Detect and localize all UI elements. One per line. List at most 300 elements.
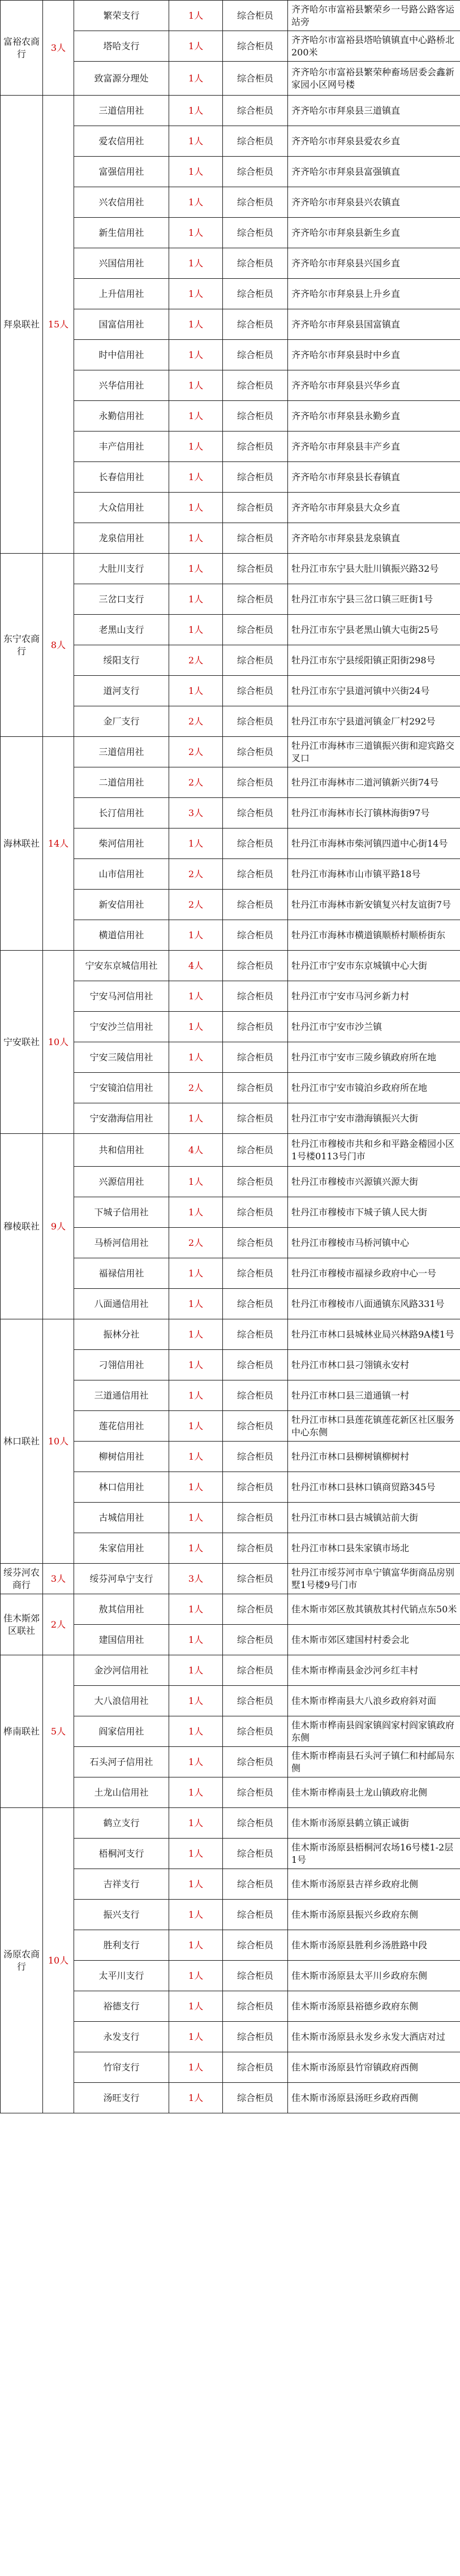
position: 综合柜员 xyxy=(223,1900,288,1930)
outlet-name: 兴国信用社 xyxy=(74,248,169,279)
outlet-name: 兴农信用社 xyxy=(74,187,169,218)
outlet-count: 1人 xyxy=(169,1380,223,1411)
outlet-name: 振林分社 xyxy=(74,1319,169,1350)
outlet-count: 1人 xyxy=(169,187,223,218)
institution-name: 宁安联社 xyxy=(1,951,43,1134)
institution-total: 9人 xyxy=(43,1134,74,1319)
outlet-name: 长春信用社 xyxy=(74,462,169,493)
position: 综合柜员 xyxy=(223,523,288,554)
position: 综合柜员 xyxy=(223,920,288,951)
outlet-name: 三道通信用社 xyxy=(74,1380,169,1411)
outlet-name: 汤旺支行 xyxy=(74,2083,169,2113)
position: 综合柜员 xyxy=(223,1533,288,1564)
position: 综合柜员 xyxy=(223,615,288,645)
address: 佳木斯市桦南县阎家镇阎家村阎家镇政府东侧 xyxy=(288,1716,460,1747)
position: 综合柜员 xyxy=(223,1655,288,1686)
position: 综合柜员 xyxy=(223,1442,288,1472)
table-body xyxy=(1,1,460,2113)
position: 综合柜员 xyxy=(223,1808,288,1839)
outlet-name: 山市信用社 xyxy=(74,859,169,890)
address: 牡丹江市林口县林口镇商贸路345号 xyxy=(288,1472,460,1503)
position: 综合柜员 xyxy=(223,96,288,126)
outlet-name: 吉祥支行 xyxy=(74,1869,169,1900)
table-row xyxy=(1,951,460,981)
address: 佳木斯市郊区敖其镇敖其村代销点东50米 xyxy=(288,1594,460,1625)
outlet-name: 老黑山支行 xyxy=(74,615,169,645)
outlet-count: 1人 xyxy=(169,829,223,859)
outlet-count: 1人 xyxy=(169,1930,223,1961)
outlet-name: 时中信用社 xyxy=(74,340,169,370)
position: 综合柜员 xyxy=(223,1625,288,1655)
institution-total: 10人 xyxy=(43,1319,74,1564)
outlet-name: 兴华信用社 xyxy=(74,370,169,401)
institution-name: 佳木斯郊区联社 xyxy=(1,1594,43,1655)
outlet-count: 1人 xyxy=(169,1503,223,1533)
outlet-name: 石头河子信用社 xyxy=(74,1747,169,1777)
position: 综合柜员 xyxy=(223,1228,288,1258)
address: 齐齐哈尔市拜泉县兴国乡直 xyxy=(288,248,460,279)
institution-total: 3人 xyxy=(43,1,74,96)
address: 齐齐哈尔市拜泉县爱农乡直 xyxy=(288,126,460,157)
position: 综合柜员 xyxy=(223,1167,288,1197)
outlet-name: 道河支行 xyxy=(74,676,169,706)
address: 齐齐哈尔市拜泉县丰产乡直 xyxy=(288,432,460,462)
address: 佳木斯市汤原县振兴乡政府东侧 xyxy=(288,1900,460,1930)
position: 综合柜员 xyxy=(223,706,288,737)
address: 齐齐哈尔市拜泉县三道镇直 xyxy=(288,96,460,126)
address: 齐齐哈尔市拜泉县永勤乡直 xyxy=(288,401,460,432)
address: 牡丹江市林口县古城镇站前大街 xyxy=(288,1503,460,1533)
address: 佳木斯市汤原县胜利乡汤胜路中段 xyxy=(288,1930,460,1961)
position: 综合柜员 xyxy=(223,645,288,676)
outlet-name: 阎家信用社 xyxy=(74,1716,169,1747)
outlet-count: 2人 xyxy=(169,890,223,920)
position: 综合柜员 xyxy=(223,1839,288,1869)
position: 综合柜员 xyxy=(223,859,288,890)
institution-name: 汤原农商行 xyxy=(1,1808,43,2113)
outlet-count: 1人 xyxy=(169,1991,223,2022)
address: 齐齐哈尔市拜泉县时中乡直 xyxy=(288,340,460,370)
outlet-count: 1人 xyxy=(169,309,223,340)
institution-total: 2人 xyxy=(43,1594,74,1655)
outlet-name: 金沙河信用社 xyxy=(74,1655,169,1686)
outlet-count: 1人 xyxy=(169,1747,223,1777)
position: 综合柜员 xyxy=(223,1411,288,1442)
table-row xyxy=(1,1134,460,1167)
outlet-count: 2人 xyxy=(169,737,223,767)
position: 综合柜员 xyxy=(223,279,288,309)
outlet-count: 1人 xyxy=(169,1533,223,1564)
outlet-count: 3人 xyxy=(169,798,223,829)
outlet-name: 二道信用社 xyxy=(74,767,169,798)
outlet-name: 建国信用社 xyxy=(74,1625,169,1655)
address: 牡丹江市穆棱市福禄乡政府中心一号 xyxy=(288,1258,460,1289)
address: 牡丹江市东宁县三岔口镇三旺街1号 xyxy=(288,584,460,615)
address: 佳木斯市桦南县金沙河乡红丰村 xyxy=(288,1655,460,1686)
address: 佳木斯市汤原县吉祥乡政府北侧 xyxy=(288,1869,460,1900)
position: 综合柜员 xyxy=(223,2022,288,2052)
outlet-name: 三岔口支行 xyxy=(74,584,169,615)
outlet-count: 1人 xyxy=(169,2052,223,2083)
position: 综合柜员 xyxy=(223,829,288,859)
institution-total: 15人 xyxy=(43,96,74,554)
position: 综合柜员 xyxy=(223,462,288,493)
position: 综合柜员 xyxy=(223,1594,288,1625)
position: 综合柜员 xyxy=(223,1930,288,1961)
address: 牡丹江市宁安市东京城镇中心大街 xyxy=(288,951,460,981)
table-row xyxy=(1,737,460,767)
position: 综合柜员 xyxy=(223,493,288,523)
address: 齐齐哈尔市拜泉县兴华乡直 xyxy=(288,370,460,401)
outlet-name: 富强信用社 xyxy=(74,157,169,187)
address: 牡丹江市穆棱市八面通镇东风路331号 xyxy=(288,1289,460,1319)
outlet-name: 宁安三陵信用社 xyxy=(74,1042,169,1073)
outlet-count: 1人 xyxy=(169,1900,223,1930)
address: 牡丹江市林口县莲花镇莲花新区社区服务中心东侧 xyxy=(288,1411,460,1442)
outlet-count: 1人 xyxy=(169,462,223,493)
address: 牡丹江市海林市长汀镇林海街97号 xyxy=(288,798,460,829)
address: 齐齐哈尔市拜泉县长春镇直 xyxy=(288,462,460,493)
outlet-count: 2人 xyxy=(169,706,223,737)
outlet-name: 永发支行 xyxy=(74,2022,169,2052)
position: 综合柜员 xyxy=(223,584,288,615)
outlet-count: 1人 xyxy=(169,1808,223,1839)
institution-name: 穆棱联社 xyxy=(1,1134,43,1319)
table-row xyxy=(1,96,460,126)
address: 齐齐哈尔市拜泉县兴农镇直 xyxy=(288,187,460,218)
outlet-name: 莲花信用社 xyxy=(74,1411,169,1442)
outlet-count: 1人 xyxy=(169,554,223,584)
outlet-count: 1人 xyxy=(169,401,223,432)
outlet-name: 新生信用社 xyxy=(74,218,169,248)
outlet-name: 刁翎信用社 xyxy=(74,1350,169,1380)
outlet-count: 1人 xyxy=(169,248,223,279)
table-row xyxy=(1,1,460,31)
position: 综合柜员 xyxy=(223,187,288,218)
institution-name: 拜泉联社 xyxy=(1,96,43,554)
address: 佳木斯市汤原县竹帘镇政府西侧 xyxy=(288,2052,460,2083)
table-row xyxy=(1,1319,460,1350)
address: 齐齐哈尔市富裕县繁荣乡一号路公路客运站旁 xyxy=(288,1,460,31)
outlet-name: 共和信用社 xyxy=(74,1134,169,1167)
address: 牡丹江市海林市横道镇顺桥村顺桥街东 xyxy=(288,920,460,951)
address: 牡丹江市林口县城林业局兴林路9A楼1号 xyxy=(288,1319,460,1350)
position: 综合柜员 xyxy=(223,981,288,1012)
address: 佳木斯市汤原县梧桐河农场16号楼1-2层1号 xyxy=(288,1839,460,1869)
institution-total: 10人 xyxy=(43,1808,74,2113)
address: 牡丹江市宁安市三陵乡镇政府所在地 xyxy=(288,1042,460,1073)
institution-total: 3人 xyxy=(43,1564,74,1594)
outlet-name: 太平川支行 xyxy=(74,1961,169,1991)
outlet-count: 1人 xyxy=(169,1839,223,1869)
outlet-count: 1人 xyxy=(169,1594,223,1625)
outlet-name: 宁安渤海信用社 xyxy=(74,1103,169,1134)
table-row xyxy=(1,554,460,584)
outlet-count: 2人 xyxy=(169,645,223,676)
outlet-name: 繁荣支行 xyxy=(74,1,169,31)
address: 牡丹江市海林市二道河镇新兴街74号 xyxy=(288,767,460,798)
outlet-count: 1人 xyxy=(169,1319,223,1350)
address: 牡丹江市林口县三道通镇一村 xyxy=(288,1380,460,1411)
address: 齐齐哈尔市拜泉县大众乡直 xyxy=(288,493,460,523)
outlet-name: 上升信用社 xyxy=(74,279,169,309)
position: 综合柜员 xyxy=(223,1,288,31)
address: 牡丹江市林口县柳树镇柳树村 xyxy=(288,1442,460,1472)
outlet-name: 兴源信用社 xyxy=(74,1167,169,1197)
outlet-name: 金厂支行 xyxy=(74,706,169,737)
position: 综合柜员 xyxy=(223,340,288,370)
outlet-count: 1人 xyxy=(169,218,223,248)
address: 牡丹江市东宁县老黑山镇大屯街25号 xyxy=(288,615,460,645)
outlet-count: 1人 xyxy=(169,1625,223,1655)
table-row xyxy=(1,1594,460,1625)
address: 齐齐哈尔市富裕县繁荣种畜场居委会鑫新家园小区网号楼 xyxy=(288,62,460,96)
outlet-count: 1人 xyxy=(169,340,223,370)
outlet-count: 1人 xyxy=(169,1442,223,1472)
outlet-name: 大肚川支行 xyxy=(74,554,169,584)
outlet-name: 长汀信用社 xyxy=(74,798,169,829)
address: 齐齐哈尔市拜泉县龙泉镇直 xyxy=(288,523,460,554)
outlet-name: 宁安马河信用社 xyxy=(74,981,169,1012)
outlet-count: 2人 xyxy=(169,859,223,890)
outlet-count: 1人 xyxy=(169,279,223,309)
address: 牡丹江市海林市新安镇复兴村友谊街7号 xyxy=(288,890,460,920)
outlet-name: 三道信用社 xyxy=(74,737,169,767)
outlet-name: 致富源分理处 xyxy=(74,62,169,96)
outlet-count: 2人 xyxy=(169,1073,223,1103)
outlet-name: 横道信用社 xyxy=(74,920,169,951)
outlet-name: 爱农信用社 xyxy=(74,126,169,157)
position: 综合柜员 xyxy=(223,1503,288,1533)
institution-name: 海林联社 xyxy=(1,737,43,951)
position: 综合柜员 xyxy=(223,1686,288,1716)
outlet-count: 1人 xyxy=(169,96,223,126)
institution-name: 绥芬河农商行 xyxy=(1,1564,43,1594)
outlet-name: 福禄信用社 xyxy=(74,1258,169,1289)
position: 综合柜员 xyxy=(223,1103,288,1134)
outlet-name: 塔哈支行 xyxy=(74,31,169,62)
position: 综合柜员 xyxy=(223,1197,288,1228)
position: 综合柜员 xyxy=(223,2083,288,2113)
outlet-name: 三道信用社 xyxy=(74,96,169,126)
address: 牡丹江市宁安市马河乡新力村 xyxy=(288,981,460,1012)
outlet-name: 柴河信用社 xyxy=(74,829,169,859)
address: 牡丹江市海林市山市镇平路18号 xyxy=(288,859,460,890)
address: 佳木斯市桦南县石头河子镇仁和村邮局东侧 xyxy=(288,1747,460,1777)
outlet-count: 4人 xyxy=(169,951,223,981)
outlet-name: 新安信用社 xyxy=(74,890,169,920)
outlet-name: 胜利支行 xyxy=(74,1930,169,1961)
outlet-count: 1人 xyxy=(169,981,223,1012)
institution-total: 14人 xyxy=(43,737,74,951)
position: 综合柜员 xyxy=(223,1961,288,1991)
outlet-count: 1人 xyxy=(169,432,223,462)
outlet-name: 下城子信用社 xyxy=(74,1197,169,1228)
table-row xyxy=(1,1564,460,1594)
position: 综合柜员 xyxy=(223,157,288,187)
outlet-count: 1人 xyxy=(169,920,223,951)
position: 综合柜员 xyxy=(223,1991,288,2022)
address: 牡丹江市海林市柴河镇四道中心街14号 xyxy=(288,829,460,859)
table-row xyxy=(1,1655,460,1686)
outlet-count: 1人 xyxy=(169,676,223,706)
outlet-name: 梧桐河支行 xyxy=(74,1839,169,1869)
address: 牡丹江市东宁县大肚川镇振兴路32号 xyxy=(288,554,460,584)
address: 牡丹江市穆棱市下城子镇人民大街 xyxy=(288,1197,460,1228)
position: 综合柜员 xyxy=(223,767,288,798)
outlet-count: 1人 xyxy=(169,1777,223,1808)
outlet-count: 1人 xyxy=(169,1258,223,1289)
outlet-name: 绥阳支行 xyxy=(74,645,169,676)
outlet-name: 柳树信用社 xyxy=(74,1442,169,1472)
outlet-count: 1人 xyxy=(169,1411,223,1442)
position: 综合柜员 xyxy=(223,737,288,767)
address: 齐齐哈尔市拜泉县国富镇直 xyxy=(288,309,460,340)
outlet-count: 1人 xyxy=(169,1197,223,1228)
address: 佳木斯市郊区建国村村委会北 xyxy=(288,1625,460,1655)
address: 佳木斯市汤原县永发乡永发大酒店对过 xyxy=(288,2022,460,2052)
position: 综合柜员 xyxy=(223,1258,288,1289)
outlet-count: 1人 xyxy=(169,1103,223,1134)
outlet-name: 裕德支行 xyxy=(74,1991,169,2022)
position: 综合柜员 xyxy=(223,370,288,401)
position: 综合柜员 xyxy=(223,1472,288,1503)
institution-total: 8人 xyxy=(43,554,74,737)
outlet-count: 1人 xyxy=(169,1,223,31)
outlet-count: 1人 xyxy=(169,1042,223,1073)
institution-name: 富裕农商行 xyxy=(1,1,43,96)
address: 佳木斯市汤原县裕德乡政府东侧 xyxy=(288,1991,460,2022)
outlet-name: 绥芬河阜宁支行 xyxy=(74,1564,169,1594)
outlet-count: 1人 xyxy=(169,1655,223,1686)
address: 牡丹江市穆棱市马桥河镇中心 xyxy=(288,1228,460,1258)
position: 综合柜员 xyxy=(223,1869,288,1900)
address: 齐齐哈尔市拜泉县新生乡直 xyxy=(288,218,460,248)
outlet-count: 1人 xyxy=(169,1961,223,1991)
address: 牡丹江市东宁县道河镇中兴街24号 xyxy=(288,676,460,706)
address: 齐齐哈尔市富裕县塔哈镇镇直中心路桥北200米 xyxy=(288,31,460,62)
outlet-name: 八面通信用社 xyxy=(74,1289,169,1319)
position: 综合柜员 xyxy=(223,432,288,462)
outlet-count: 1人 xyxy=(169,493,223,523)
outlet-count: 1人 xyxy=(169,31,223,62)
table-row xyxy=(1,1808,460,1839)
position: 综合柜员 xyxy=(223,1564,288,1594)
outlet-count: 1人 xyxy=(169,370,223,401)
address: 佳木斯市汤原县汤旺乡政府西侧 xyxy=(288,2083,460,2113)
position: 综合柜员 xyxy=(223,218,288,248)
outlet-name: 宁安镜泊信用社 xyxy=(74,1073,169,1103)
outlet-name: 古城信用社 xyxy=(74,1503,169,1533)
outlet-count: 1人 xyxy=(169,62,223,96)
outlet-count: 1人 xyxy=(169,615,223,645)
outlet-count: 1人 xyxy=(169,1716,223,1747)
outlet-name: 朱家信用社 xyxy=(74,1533,169,1564)
outlet-count: 1人 xyxy=(169,2022,223,2052)
address: 牡丹江市宁安市沙兰镇 xyxy=(288,1012,460,1042)
outlet-count: 1人 xyxy=(169,126,223,157)
address: 牡丹江市林口县朱家镇市场北 xyxy=(288,1533,460,1564)
position: 综合柜员 xyxy=(223,1073,288,1103)
address: 佳木斯市汤原县太平川乡政府东侧 xyxy=(288,1961,460,1991)
outlet-count: 1人 xyxy=(169,1472,223,1503)
outlet-name: 振兴支行 xyxy=(74,1900,169,1930)
position: 综合柜员 xyxy=(223,1012,288,1042)
outlet-name: 敖其信用社 xyxy=(74,1594,169,1625)
position: 综合柜员 xyxy=(223,309,288,340)
outlet-count: 1人 xyxy=(169,1012,223,1042)
address: 齐齐哈尔市拜泉县上升乡直 xyxy=(288,279,460,309)
address: 齐齐哈尔市拜泉县富强镇直 xyxy=(288,157,460,187)
position: 综合柜员 xyxy=(223,676,288,706)
address: 牡丹江市海林市三道镇振兴街和迎宾路交叉口 xyxy=(288,737,460,767)
outlet-count: 1人 xyxy=(169,157,223,187)
position: 综合柜员 xyxy=(223,1380,288,1411)
position: 综合柜员 xyxy=(223,890,288,920)
outlet-count: 1人 xyxy=(169,523,223,554)
position: 综合柜员 xyxy=(223,1134,288,1167)
institution-name: 桦南联社 xyxy=(1,1655,43,1808)
position: 综合柜员 xyxy=(223,401,288,432)
address: 牡丹江市宁安市镜泊乡政府所在地 xyxy=(288,1073,460,1103)
outlet-count: 1人 xyxy=(169,1869,223,1900)
outlet-count: 1人 xyxy=(169,1350,223,1380)
outlet-name: 国富信用社 xyxy=(74,309,169,340)
outlet-count: 1人 xyxy=(169,1686,223,1716)
position: 综合柜员 xyxy=(223,1319,288,1350)
outlet-name: 鹤立支行 xyxy=(74,1808,169,1839)
address: 牡丹江市穆棱市兴源镇兴源大街 xyxy=(288,1167,460,1197)
outlet-count: 4人 xyxy=(169,1134,223,1167)
outlet-name: 永勤信用社 xyxy=(74,401,169,432)
outlet-count: 2人 xyxy=(169,767,223,798)
position: 综合柜员 xyxy=(223,1716,288,1747)
position: 综合柜员 xyxy=(223,62,288,96)
position: 综合柜员 xyxy=(223,126,288,157)
address: 牡丹江市绥芬河市阜宁镇富华街商品房别墅1号楼9号门市 xyxy=(288,1564,460,1594)
address: 牡丹江市东宁县绥阳镇正阳街298号 xyxy=(288,645,460,676)
address: 牡丹江市林口县刁翎镇永安村 xyxy=(288,1350,460,1380)
position: 综合柜员 xyxy=(223,1350,288,1380)
outlet-count: 1人 xyxy=(169,584,223,615)
institution-total: 5人 xyxy=(43,1655,74,1808)
outlet-name: 马桥河信用社 xyxy=(74,1228,169,1258)
outlet-name: 丰产信用社 xyxy=(74,432,169,462)
address: 牡丹江市宁安市渤海镇振兴大街 xyxy=(288,1103,460,1134)
outlet-name: 大众信用社 xyxy=(74,493,169,523)
position: 综合柜员 xyxy=(223,951,288,981)
position: 综合柜员 xyxy=(223,554,288,584)
institution-total: 10人 xyxy=(43,951,74,1134)
outlet-name: 竹帘支行 xyxy=(74,2052,169,2083)
address: 牡丹江市东宁县道河镇金厂村292号 xyxy=(288,706,460,737)
institution-name: 林口联社 xyxy=(1,1319,43,1564)
position: 综合柜员 xyxy=(223,1777,288,1808)
outlet-count: 1人 xyxy=(169,2083,223,2113)
position: 综合柜员 xyxy=(223,798,288,829)
position: 综合柜员 xyxy=(223,31,288,62)
outlet-name: 龙泉信用社 xyxy=(74,523,169,554)
position: 综合柜员 xyxy=(223,1042,288,1073)
outlet-count: 3人 xyxy=(169,1564,223,1594)
address: 牡丹江市穆棱市共和乡和平路金稽园小区1号楼0113号门市 xyxy=(288,1134,460,1167)
outlet-name: 土龙山信用社 xyxy=(74,1777,169,1808)
address: 佳木斯市桦南县土龙山镇政府北侧 xyxy=(288,1777,460,1808)
institution-name: 东宁农商行 xyxy=(1,554,43,737)
outlet-count: 1人 xyxy=(169,1167,223,1197)
outlet-name: 宁安沙兰信用社 xyxy=(74,1012,169,1042)
position: 综合柜员 xyxy=(223,248,288,279)
